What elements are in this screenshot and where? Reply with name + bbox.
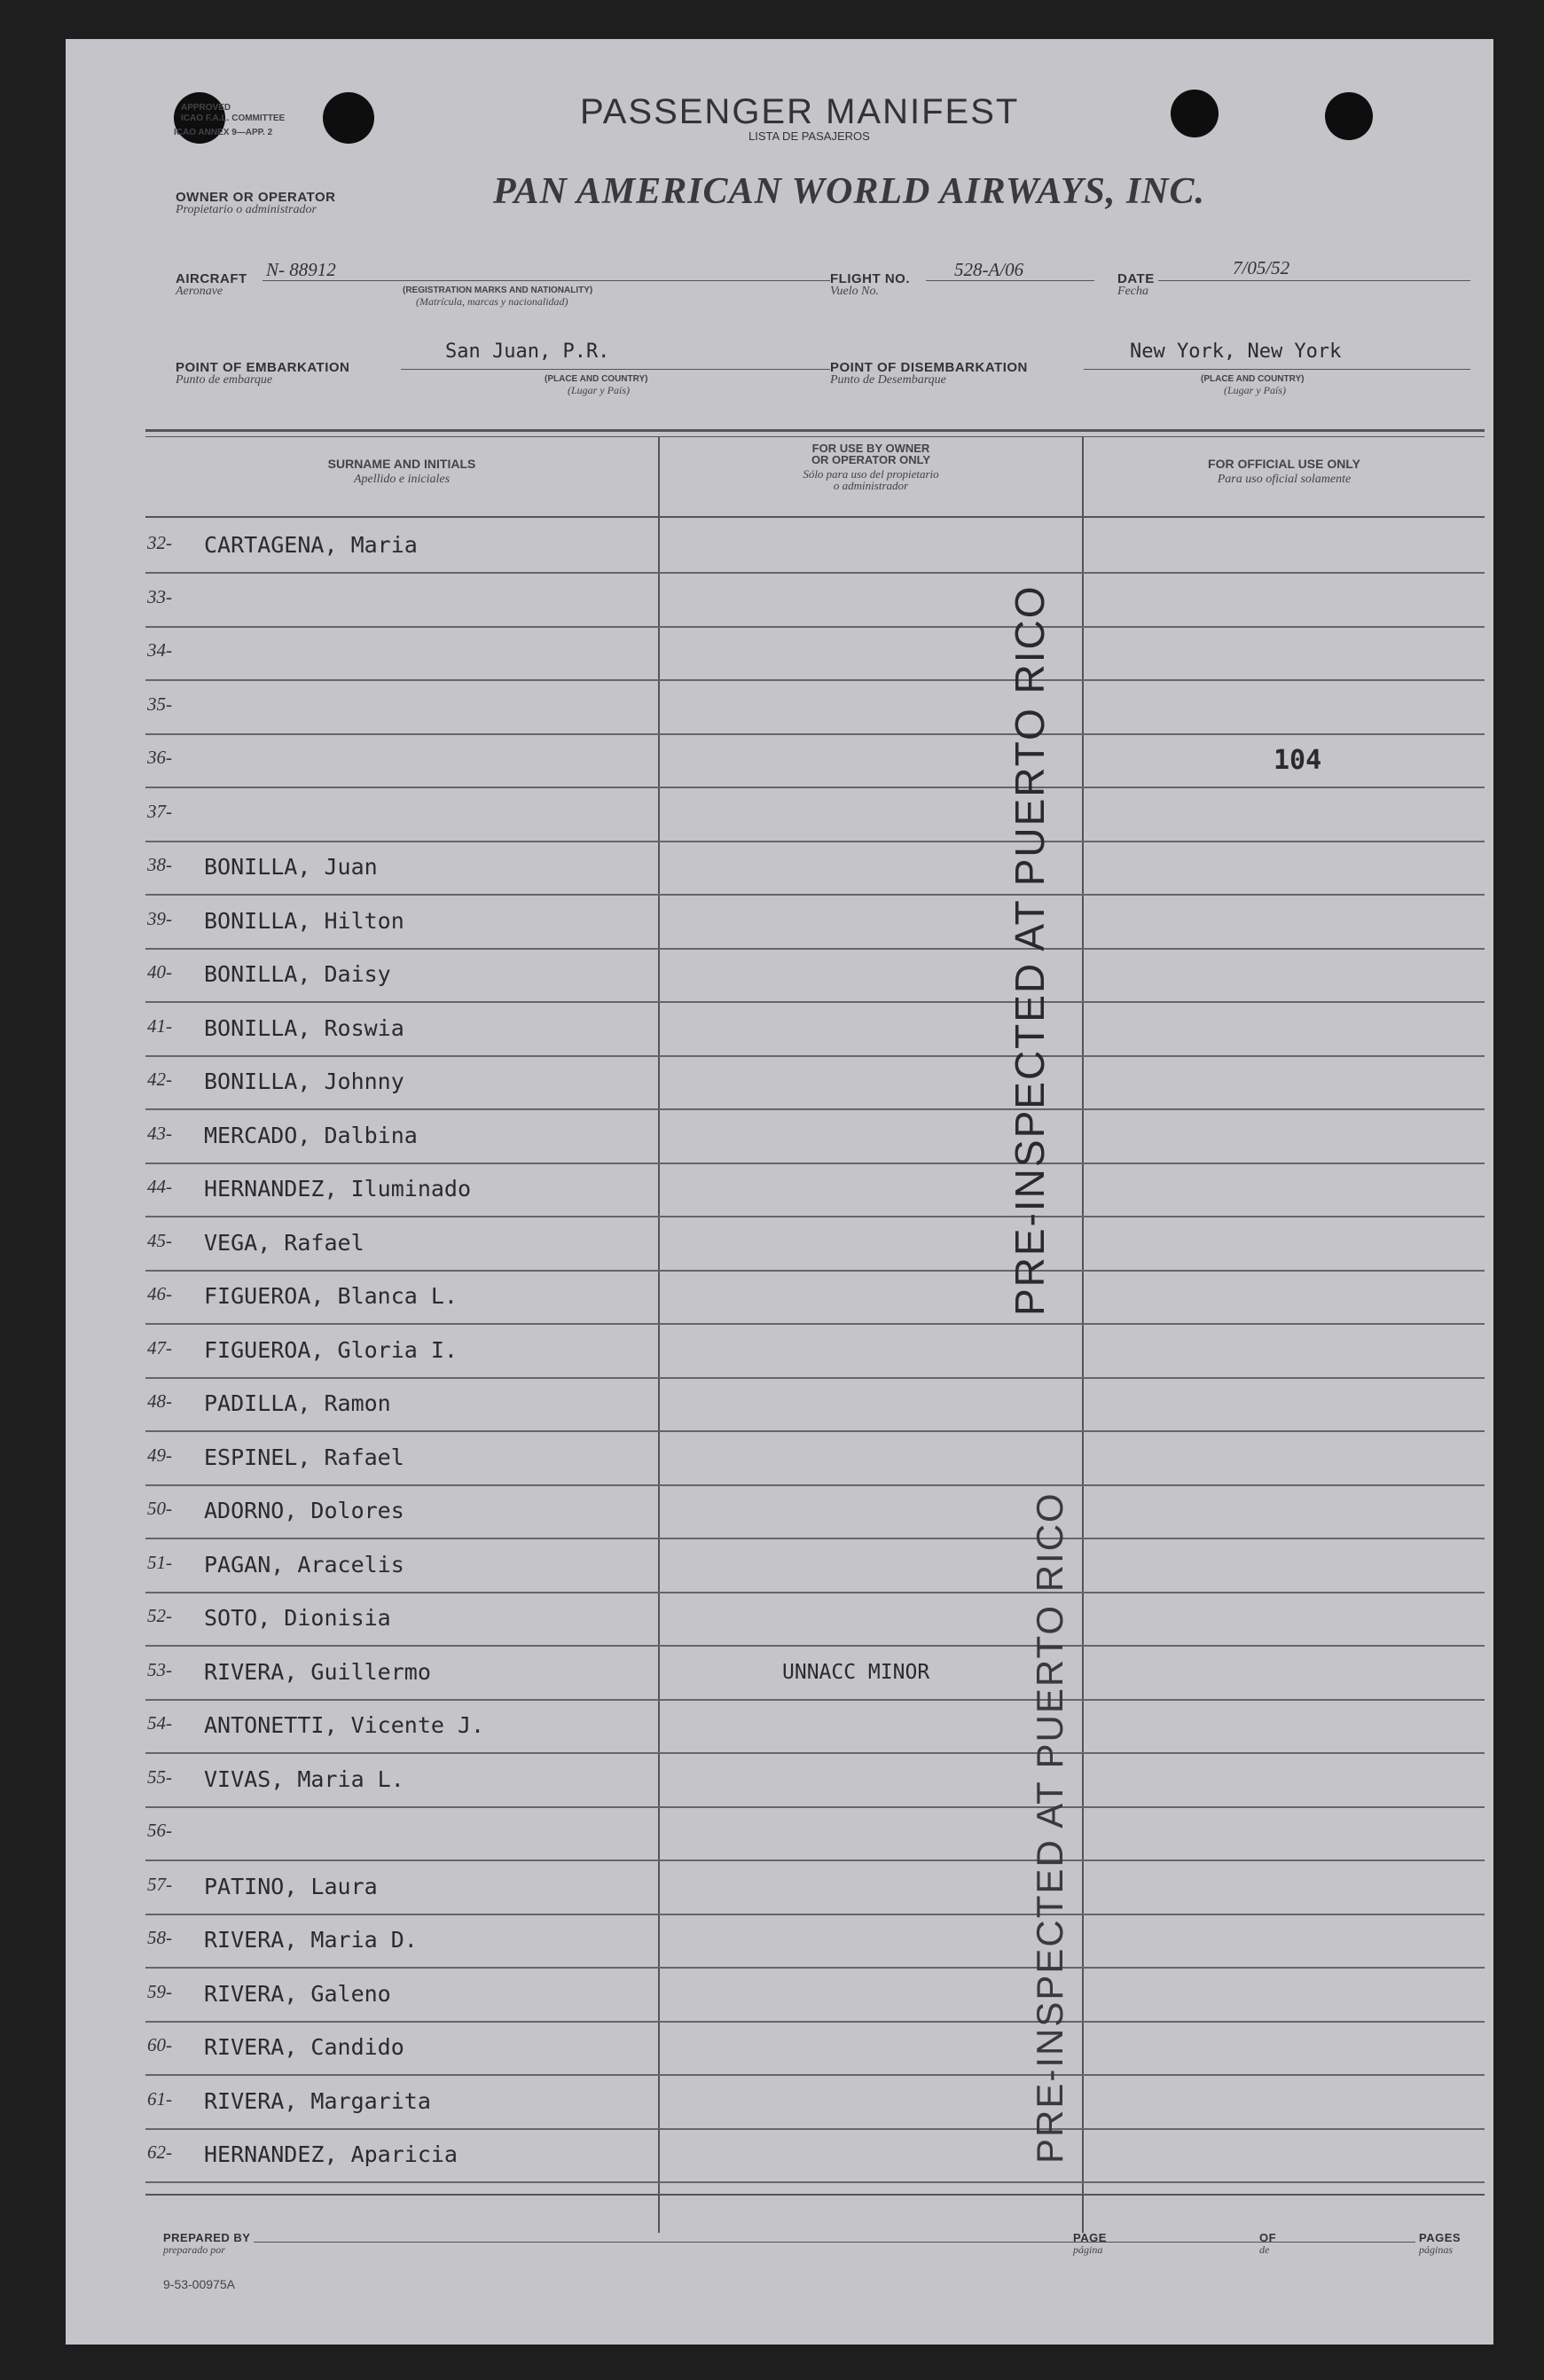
aircraft-value: N- 88912	[266, 259, 336, 280]
row-number: 39-	[147, 908, 172, 929]
pages-label: PAGES	[1419, 2231, 1462, 2244]
passenger-name: RIVERA, Margarita	[204, 2088, 431, 2114]
manifest-sheet	[66, 39, 1493, 2345]
row-number: 42-	[147, 1069, 172, 1090]
row-number: 46-	[147, 1283, 172, 1304]
approval-line-3: ICAO ANNEX 9—APP. 2	[174, 128, 273, 137]
passenger-name: PAGAN, Aracelis	[204, 1552, 404, 1578]
passenger-name: VIVAS, Maria L.	[204, 1766, 404, 1792]
row-number: 32-	[147, 532, 172, 553]
of-sublabel: de	[1259, 2243, 1270, 2256]
embarkation-place-note-es: (Lugar y País)	[568, 384, 630, 396]
embarkation-place-note: (PLACE AND COUNTRY)	[545, 374, 648, 384]
page-label: PAGE	[1073, 2231, 1107, 2244]
row-rule	[145, 1806, 1485, 1808]
row-number: 57-	[147, 1874, 172, 1895]
passenger-name: RIVERA, Maria D.	[204, 1927, 418, 1953]
passenger-name: PATINO, Laura	[204, 1874, 378, 1899]
row-rule	[145, 1163, 1485, 1164]
row-rule	[145, 626, 1485, 628]
row-rule	[145, 2128, 1485, 2130]
row-number: 49-	[147, 1444, 172, 1466]
embarkation-sublabel: Punto de embarque	[176, 373, 273, 387]
pages-sublabel: páginas	[1419, 2243, 1454, 2256]
punch-hole-3	[1171, 90, 1219, 137]
passenger-name: PADILLA, Ramon	[204, 1390, 391, 1416]
passenger-name: VEGA, Rafael	[204, 1230, 364, 1256]
header-row-rule	[145, 516, 1485, 518]
flight-value: 528-A/06	[954, 259, 1024, 280]
document-title: PASSENGER MANIFEST	[580, 92, 1020, 131]
date-value: 7/05/52	[1233, 257, 1290, 278]
row-rule	[145, 1108, 1485, 1110]
registration-note: (REGISTRATION MARKS AND NATIONALITY)	[403, 286, 593, 295]
passenger-name: FIGUEROA, Gloria I.	[204, 1337, 458, 1363]
row-rule	[145, 1001, 1485, 1003]
passenger-name: RIVERA, Candido	[204, 2034, 404, 2060]
row-number: 59-	[147, 1981, 172, 2002]
passenger-name: CARTAGENA, Maria	[204, 532, 418, 558]
row-number: 56-	[147, 1820, 172, 1841]
row-rule	[145, 679, 1485, 681]
flight-label: FLIGHT NO.	[830, 271, 910, 286]
passenger-name: HERNANDEZ, Iluminado	[204, 1176, 472, 1202]
pre-inspected-stamp-2: PRE-INSPECTED AT PUERTO RICO	[1029, 1491, 1070, 2164]
disembarkation-place-note-es: (Lugar y País)	[1224, 384, 1286, 396]
passenger-name: BONILLA, Hilton	[204, 908, 404, 934]
row-number: 35-	[147, 693, 172, 715]
passenger-name: BONILLA, Daisy	[204, 961, 391, 987]
date-line	[1158, 280, 1470, 281]
row-rule	[145, 1377, 1485, 1379]
document-subtitle: LISTA DE PASAJEROS	[748, 129, 870, 143]
row-number: 43-	[147, 1123, 172, 1144]
row-number: 54-	[147, 1712, 172, 1734]
disembarkation-line	[1084, 369, 1470, 370]
row-rule	[145, 1699, 1485, 1701]
table-bottom-rule	[145, 2194, 1485, 2196]
row-rule	[145, 2074, 1485, 2076]
row-number: 41-	[147, 1015, 172, 1037]
row-number: 33-	[147, 586, 172, 607]
row-rule	[145, 1484, 1485, 1486]
disembarkation-place-note: (PLACE AND COUNTRY)	[1201, 374, 1305, 384]
flight-sublabel: Vuelo No.	[830, 285, 879, 298]
passenger-name: FIGUEROA, Blanca L.	[204, 1283, 458, 1309]
col-official-title: FOR OFFICIAL USE ONLY	[1208, 457, 1360, 471]
table-top-rule-1	[145, 429, 1485, 432]
owner-value: PAN AMERICAN WORLD AIRWAYS, INC.	[493, 171, 1206, 212]
row-number: 61-	[147, 2088, 172, 2110]
row-rule	[145, 841, 1485, 842]
row-rule	[145, 572, 1485, 574]
row-rule	[145, 1538, 1485, 1539]
aircraft-label: AIRCRAFT	[176, 271, 247, 286]
registration-note-es: (Matrícula, marcas y nacionalidad)	[416, 295, 568, 308]
row-rule	[145, 1752, 1485, 1754]
row-rule	[145, 1967, 1485, 1969]
row-rule	[145, 2021, 1485, 2023]
owner-label: OWNER OR OPERATOR	[176, 190, 336, 205]
of-label: OF	[1259, 2231, 1277, 2244]
row-number: 62-	[147, 2141, 172, 2163]
row-number: 58-	[147, 1927, 172, 1948]
row-rule	[145, 787, 1485, 788]
row-number: 37-	[147, 801, 172, 822]
row-rule	[145, 733, 1485, 735]
row-rule	[145, 1859, 1485, 1861]
disembarkation-label: POINT OF DISEMBARKATION	[830, 360, 1028, 375]
col-surname-subtitle: Apellido e iniciales	[353, 473, 451, 486]
row-number: 60-	[147, 2034, 172, 2055]
approval-line-1: APPROVED	[181, 103, 231, 113]
owner-note: UNNACC MINOR	[782, 1661, 930, 1684]
prepared-by-label: PREPARED BY	[163, 2231, 251, 2244]
approval-line-2: ICAO F.A.L. COMMITTEE	[181, 114, 286, 123]
row-number: 51-	[147, 1552, 172, 1573]
col-owner-subtitle-1: Sólo para uso del propietario	[803, 467, 939, 481]
embarkation-line	[401, 369, 830, 370]
passenger-name: BONILLA, Roswia	[204, 1015, 404, 1041]
row-number: 48-	[147, 1390, 172, 1412]
row-number: 50-	[147, 1498, 172, 1519]
row-number: 34-	[147, 639, 172, 661]
passenger-name: ADORNO, Dolores	[204, 1498, 404, 1523]
row-rule	[145, 2181, 1485, 2183]
col-owner-title-2: OR OPERATOR ONLY	[811, 453, 931, 466]
aircraft-line	[263, 280, 830, 281]
row-rule	[145, 1055, 1485, 1057]
row-rule	[145, 1323, 1485, 1325]
page-sublabel: página	[1073, 2243, 1103, 2256]
row-rule	[145, 1592, 1485, 1593]
table-top-rule-2	[145, 436, 1485, 437]
col-surname-title: SURNAME AND INITIALS	[327, 457, 476, 471]
flight-line	[926, 280, 1094, 281]
row-number: 45-	[147, 1230, 172, 1251]
row-number: 36-	[147, 747, 172, 768]
passenger-name: MERCADO, Dalbina	[204, 1123, 418, 1148]
punch-hole-2	[323, 92, 374, 144]
passenger-name: HERNANDEZ, Aparicia	[204, 2141, 458, 2167]
row-number: 53-	[147, 1659, 172, 1680]
embarkation-value: San Juan, P.R.	[445, 341, 610, 363]
column-divider-1	[658, 436, 660, 2233]
row-number: 55-	[147, 1766, 172, 1788]
row-number: 47-	[147, 1337, 172, 1358]
of-line	[1282, 2242, 1415, 2243]
official-entry: 104	[1274, 745, 1322, 776]
pre-inspected-stamp-1: PRE-INSPECTED AT PUERTO RICO	[1007, 584, 1053, 1316]
col-owner-title-1: FOR USE BY OWNER	[811, 442, 930, 455]
col-owner-subtitle-2: o administrador	[833, 479, 909, 492]
passenger-name: ANTONETTI, Vicente J.	[204, 1712, 485, 1738]
column-divider-2	[1082, 436, 1084, 2233]
passenger-name: ESPINEL, Rafael	[204, 1444, 404, 1470]
row-rule	[145, 1914, 1485, 1915]
row-number: 38-	[147, 854, 172, 875]
passenger-name: RIVERA, Galeno	[204, 1981, 391, 2007]
prepared-by-sublabel: preparado por	[163, 2243, 225, 2256]
row-number: 40-	[147, 961, 172, 983]
date-label: DATE	[1117, 271, 1155, 286]
row-rule	[145, 894, 1485, 896]
form-number: 9-53-00975A	[163, 2277, 235, 2291]
row-number: 52-	[147, 1605, 172, 1626]
embarkation-label: POINT OF EMBARKATION	[176, 360, 350, 375]
row-rule	[145, 1430, 1485, 1432]
aircraft-sublabel: Aeronave	[176, 285, 223, 298]
row-number: 44-	[147, 1176, 172, 1197]
disembarkation-sublabel: Punto de Desembarque	[830, 373, 946, 387]
row-rule	[145, 1270, 1485, 1272]
prepared-by-line	[254, 2242, 1140, 2243]
punch-hole-4	[1325, 92, 1373, 140]
passenger-name: BONILLA, Juan	[204, 854, 378, 880]
passenger-name: BONILLA, Johnny	[204, 1069, 404, 1094]
col-official-subtitle: Para uso oficial solamente	[1217, 473, 1352, 486]
passenger-name: SOTO, Dionisia	[204, 1605, 391, 1631]
owner-sublabel: Propietario o administrador	[176, 203, 317, 216]
row-rule	[145, 1645, 1485, 1647]
date-sublabel: Fecha	[1117, 285, 1148, 298]
row-rule	[145, 948, 1485, 950]
row-rule	[145, 1216, 1485, 1217]
disembarkation-value: New York, New York	[1130, 341, 1342, 363]
passenger-name: RIVERA, Guillermo	[204, 1659, 431, 1685]
